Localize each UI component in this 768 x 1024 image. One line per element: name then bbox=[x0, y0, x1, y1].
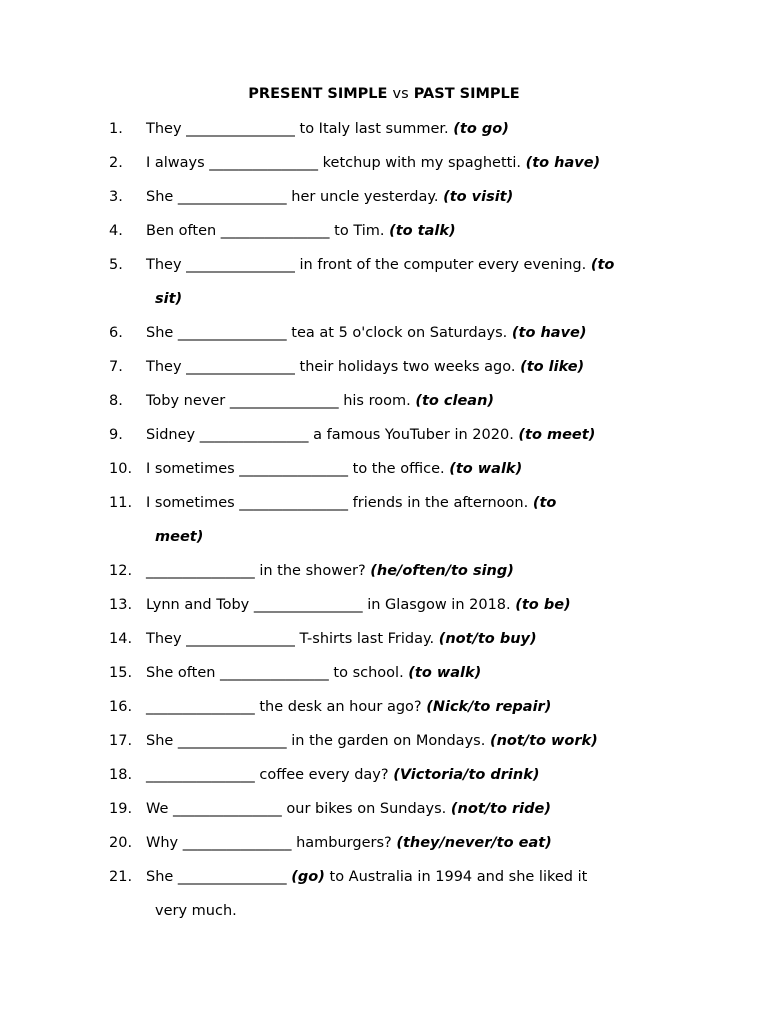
exercise-item bbox=[109, 153, 600, 173]
exercise-hint: (not/to buy) bbox=[438, 631, 537, 647]
exercise-item bbox=[109, 119, 509, 139]
exercise-hint: (to walk) bbox=[408, 665, 482, 681]
exercise-number: 21. bbox=[109, 869, 133, 885]
exercise-item-continuation bbox=[155, 527, 203, 547]
exercise-hint: (to have) bbox=[525, 155, 601, 171]
exercise-hint: (to talk) bbox=[389, 223, 456, 239]
exercise-item bbox=[109, 459, 522, 479]
exercise-sentence: She often _______________ to school. bbox=[146, 665, 404, 681]
exercise-item bbox=[109, 493, 556, 513]
exercise-hint: (go) bbox=[291, 869, 325, 885]
exercise-item bbox=[109, 833, 552, 853]
exercise-hint: (to bbox=[532, 495, 557, 511]
exercise-hint: (he/often/to sing) bbox=[370, 563, 514, 579]
exercise-item bbox=[109, 629, 537, 649]
exercise-hint: (to have) bbox=[511, 325, 587, 341]
exercise-sentence: They _______________ T-shirts last Friday. bbox=[146, 631, 435, 647]
exercise-item bbox=[109, 391, 494, 411]
exercise-hint: (not/to work) bbox=[489, 733, 598, 749]
exercise-sentence: They _______________ their holidays two weeks ago. bbox=[146, 359, 516, 375]
exercise-number: 12. bbox=[109, 563, 133, 579]
exercise-sentence: I sometimes _______________ friends in the afternoon. bbox=[146, 495, 529, 511]
exercise-hint: (they/never/to eat) bbox=[396, 835, 552, 851]
exercise-sentence: She _______________ in the garden on Mondays. bbox=[146, 733, 486, 749]
exercise-number: 14. bbox=[109, 631, 133, 647]
exercise-sentence: We _______________ our bikes on Sundays. bbox=[146, 801, 447, 817]
exercise-item bbox=[109, 221, 456, 241]
exercise-number: 17. bbox=[109, 733, 133, 749]
exercise-number: 4. bbox=[109, 223, 123, 239]
exercise-number: 9. bbox=[109, 427, 123, 443]
exercise-number: 18. bbox=[109, 767, 133, 783]
exercise-number: 13. bbox=[109, 597, 133, 613]
exercise-sentence-tail: to Australia in 1994 and she liked it bbox=[329, 869, 588, 885]
exercise-item bbox=[109, 663, 481, 683]
exercise-sentence: Toby never _______________ his room. bbox=[146, 393, 411, 409]
exercise-sentence: Lynn and Toby _______________ in Glasgow in 2018. bbox=[146, 597, 511, 613]
exercise-sentence-continued: very much. bbox=[155, 903, 237, 919]
exercise-hint: (to be) bbox=[515, 597, 571, 613]
exercise-item bbox=[109, 561, 514, 581]
exercise-item bbox=[109, 799, 551, 819]
exercise-number: 2. bbox=[109, 155, 123, 171]
exercise-number: 1. bbox=[109, 121, 123, 137]
exercise-item bbox=[109, 595, 571, 615]
exercise-item bbox=[109, 765, 540, 785]
exercise-number: 15. bbox=[109, 665, 133, 681]
exercise-item bbox=[109, 425, 595, 445]
exercise-number: 20. bbox=[109, 835, 133, 851]
exercise-sentence: She _______________ bbox=[146, 869, 287, 885]
exercise-number: 5. bbox=[109, 257, 123, 273]
exercise-sentence: I sometimes _______________ to the office. bbox=[146, 461, 445, 477]
exercise-number: 16. bbox=[109, 699, 133, 715]
exercise-item bbox=[109, 731, 598, 751]
exercise-sentence: _______________ the desk an hour ago? bbox=[146, 699, 422, 715]
exercise-number: 19. bbox=[109, 801, 133, 817]
exercise-hint: (to meet) bbox=[518, 427, 596, 443]
exercise-item bbox=[109, 867, 587, 887]
exercise-item bbox=[109, 255, 614, 275]
exercise-hint: (to go) bbox=[453, 121, 509, 137]
exercise-item bbox=[109, 357, 584, 377]
exercise-sentence: They _______________ in front of the computer every evening. bbox=[146, 257, 587, 273]
exercise-item bbox=[109, 187, 513, 207]
exercise-number: 3. bbox=[109, 189, 123, 205]
exercise-hint: (to visit) bbox=[443, 189, 514, 205]
exercise-number: 11. bbox=[109, 495, 133, 511]
exercise-hint: (to clean) bbox=[415, 393, 495, 409]
exercise-number: 10. bbox=[109, 461, 133, 477]
title-past-simple: PAST SIMPLE bbox=[413, 86, 520, 102]
exercise-hint: (Nick/to repair) bbox=[426, 699, 552, 715]
exercise-hint: (to walk) bbox=[449, 461, 523, 477]
exercise-sentence: I always _______________ ketchup with my spaghetti. bbox=[146, 155, 521, 171]
exercise-sentence: Sidney _______________ a famous YouTuber in 2020. bbox=[146, 427, 514, 443]
exercise-sentence: She _______________ tea at 5 o'clock on Saturdays. bbox=[146, 325, 508, 341]
exercise-hint-continued: meet) bbox=[155, 529, 204, 545]
worksheet-title bbox=[0, 84, 768, 104]
exercise-sentence: Ben often _______________ to Tim. bbox=[146, 223, 385, 239]
exercise-item bbox=[109, 697, 551, 717]
exercise-item-continuation bbox=[155, 901, 237, 921]
exercise-sentence: _______________ coffee every day? bbox=[146, 767, 389, 783]
exercise-hint: (Victoria/to drink) bbox=[393, 767, 540, 783]
exercise-number: 7. bbox=[109, 359, 123, 375]
exercise-sentence: _______________ in the shower? bbox=[146, 563, 366, 579]
title-present-simple: PRESENT SIMPLE bbox=[248, 86, 388, 102]
exercise-hint: (to bbox=[590, 257, 615, 273]
exercise-item bbox=[109, 323, 587, 343]
exercise-sentence: She _______________ her uncle yesterday. bbox=[146, 189, 439, 205]
exercise-item-continuation bbox=[155, 289, 182, 309]
exercise-number: 6. bbox=[109, 325, 123, 341]
title-vs: vs bbox=[392, 86, 409, 102]
exercise-sentence: Why _______________ hamburgers? bbox=[146, 835, 392, 851]
exercise-hint: (to like) bbox=[520, 359, 585, 375]
exercise-sentence: They _______________ to Italy last summer. bbox=[146, 121, 449, 137]
exercise-hint: (not/to ride) bbox=[450, 801, 551, 817]
exercise-number: 8. bbox=[109, 393, 123, 409]
exercise-hint-continued: sit) bbox=[155, 291, 183, 307]
